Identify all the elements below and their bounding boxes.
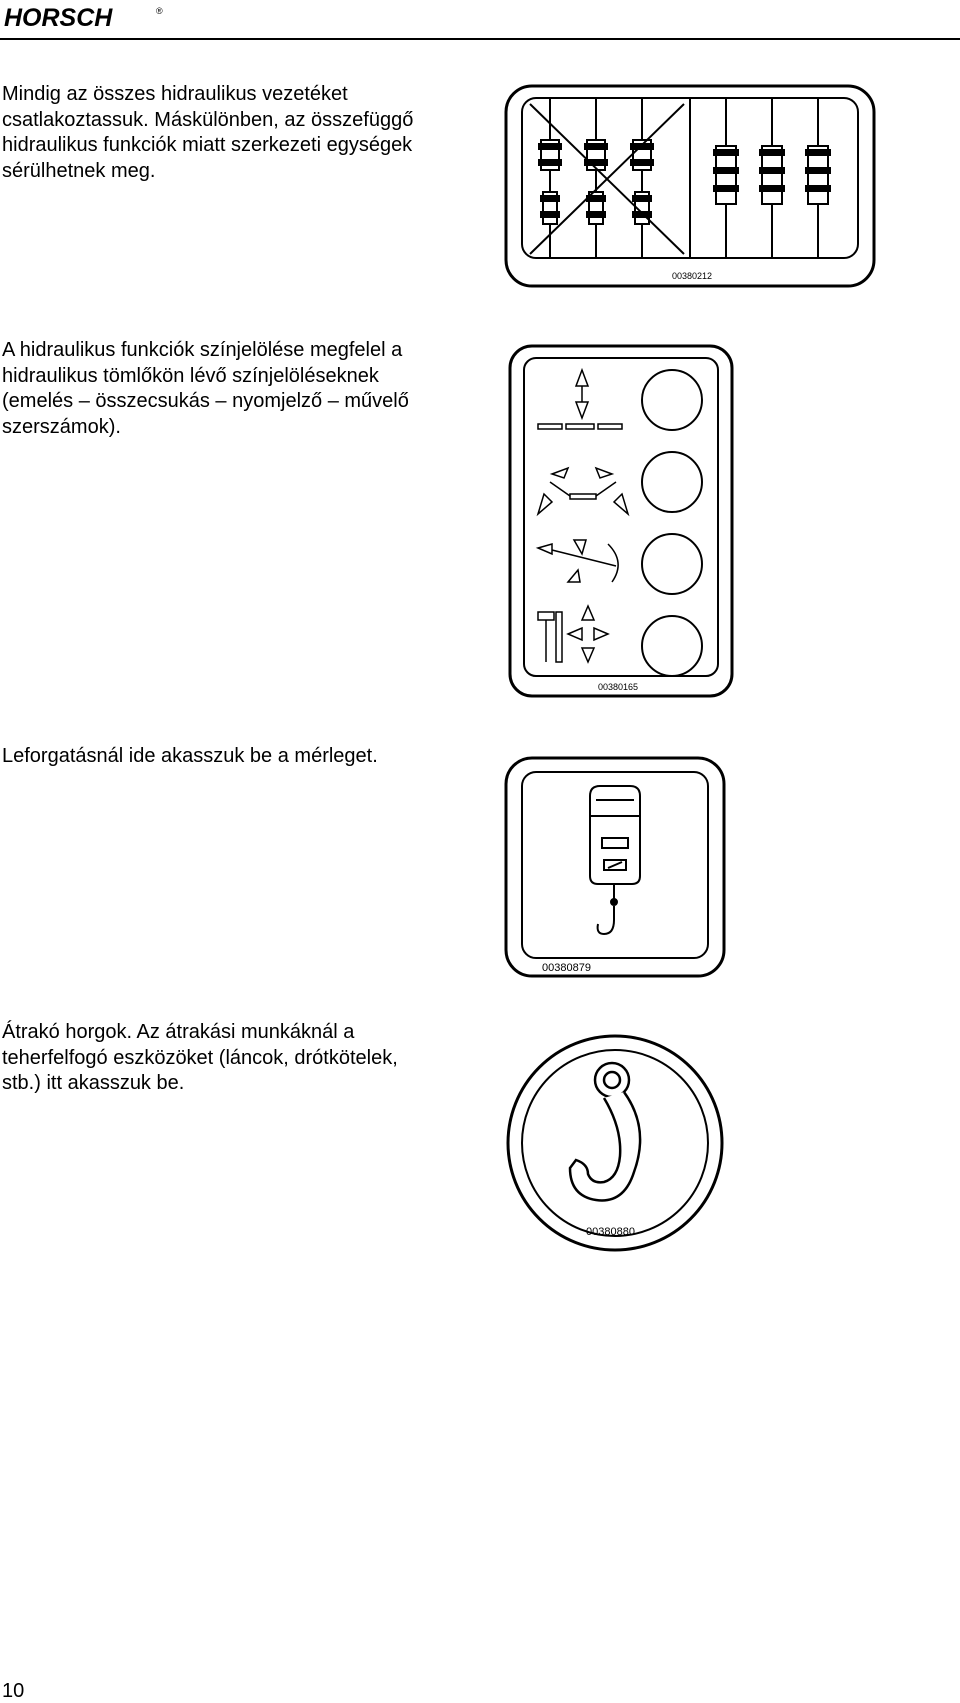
transfer-hook-figure	[504, 1032, 726, 1254]
header-rule	[0, 38, 960, 40]
connected-coupling-1	[714, 98, 738, 258]
coupling-pair-3	[631, 98, 653, 258]
color-marker-3	[642, 534, 702, 594]
hydraulic-coupling-figure	[504, 84, 876, 290]
color-marker-1	[642, 370, 702, 430]
tools-symbol-icon	[538, 606, 608, 662]
transfer-hook-note: Átrakó horgok. Az átrakási munkáknál a teherfelfogó eszközöket (láncok, drótkötelek, stb.) itt akasszuk be.	[2, 1021, 398, 1094]
horsch-logo	[4, 2, 174, 32]
lift-symbol-icon	[538, 370, 622, 429]
figure-code: 00380212	[672, 271, 713, 281]
color-marker-4	[642, 616, 702, 676]
scale-icon	[590, 786, 640, 934]
logo-text: HORSCH	[4, 4, 113, 32]
figure-code: 00380879	[542, 962, 591, 974]
hook-icon	[570, 1063, 640, 1200]
logo-registered-mark: ®	[156, 6, 163, 16]
figure-code: 00380165	[598, 682, 639, 692]
page-number: 10	[2, 1680, 25, 1702]
connected-coupling-2	[760, 98, 784, 258]
hydraulic-color-note: A hidraulikus funkciók színjelölése megfelel a hidraulikus tömlőkön lévő színjelöléseknek (emelés – összecsukás – nyomjelző – művelő szerszámok).	[2, 339, 409, 438]
scale-hook-note: Leforgatásnál ide akasszuk be a mérleget.	[2, 745, 378, 767]
connected-coupling-3	[806, 98, 830, 258]
coupling-pair-2	[585, 98, 607, 258]
figure-code: 00380880	[586, 1226, 635, 1238]
hydraulic-color-code-figure	[508, 344, 734, 698]
pressure-symbol-icon	[538, 540, 618, 582]
hydraulic-connect-note: Mindig az összes hidraulikus vezetéket csatlakoztassuk. Máskülönben, az összefüggő hidraulikus funkciók miatt szerkezeti egységek sérülhetnek meg.	[2, 83, 414, 182]
color-marker-2	[642, 452, 702, 512]
fold-symbol-icon	[538, 468, 628, 514]
scale-hanging-figure	[504, 756, 726, 978]
